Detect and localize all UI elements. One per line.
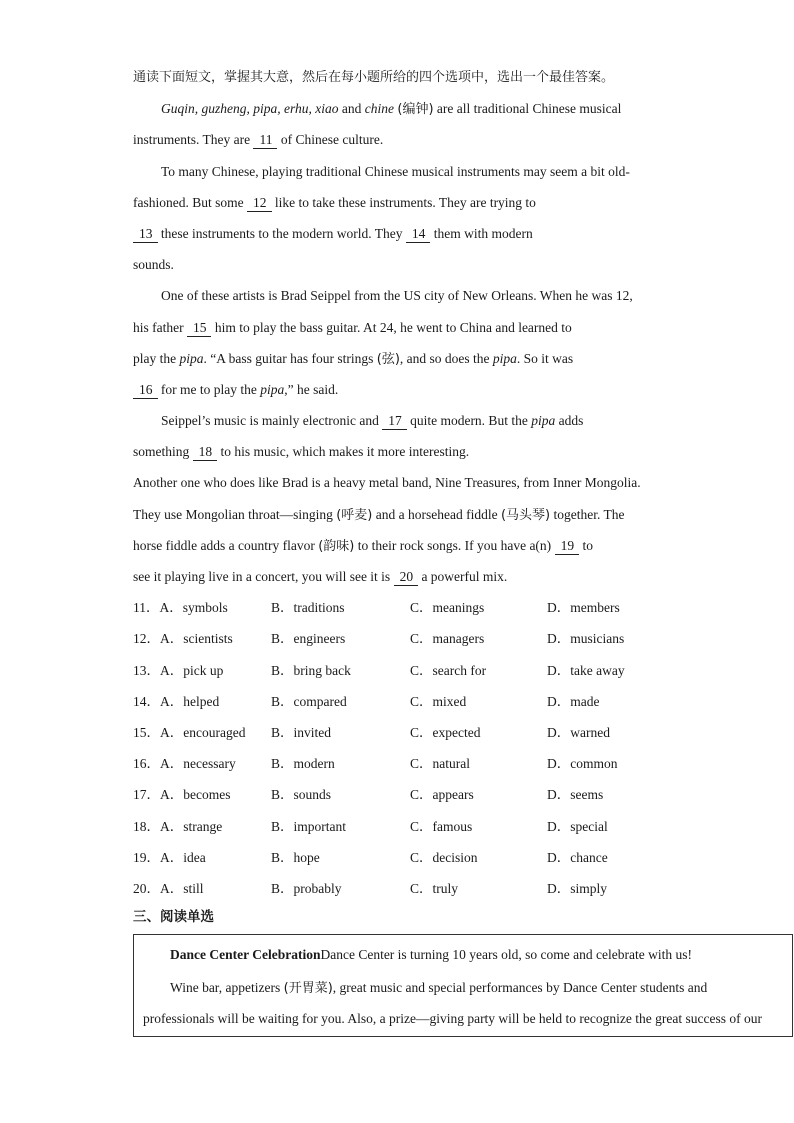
passage-line-14: They use Mongolian throat—singing (呼麦) and a horsehead fiddle (马头琴) together. The [133,506,625,523]
option-b[interactable]: B．modern [271,756,335,772]
option-c[interactable]: C．famous [410,818,473,834]
blank-12: 12 [247,195,272,212]
option-a[interactable]: 14．A．helped [133,693,220,709]
option-a[interactable]: 19．A．idea [133,849,206,865]
box-line-3: professionals will be waiting for you. Also, a prize—giving party will be held to recognize the great success of our [143,1011,762,1026]
blank-18: 18 [193,444,218,461]
option-d[interactable]: D．seems [547,787,604,803]
option-c[interactable]: C．decision [410,849,478,865]
option-a[interactable]: 12．A．scientists [133,631,233,647]
passage-line-1: Guqin, guzheng, pipa, erhu, xiao and chine (编钟) are all traditional Chinese musical [161,101,622,118]
passage-line-16: see it playing live in a concert, you will see it is 20 a powerful mix. [133,569,508,584]
option-a[interactable]: 18．A．strange [133,818,223,834]
question-12-options [133,623,663,654]
blank-16: 16 [133,382,158,399]
option-d[interactable]: D．made [547,693,600,709]
option-c[interactable]: C．meanings [410,600,485,616]
option-c[interactable]: C．search for [410,662,487,678]
blank-19: 19 [555,538,580,555]
option-c[interactable]: C．mixed [410,693,467,709]
passage-line-12: something 18 to his music, which makes it more interesting. [133,444,470,460]
cloze-passage [133,62,663,904]
option-b[interactable]: B．important [271,818,346,834]
option-b[interactable]: B．traditions [271,600,345,616]
box-line-2: Wine bar, appetizers (开胃菜), great music and special performances by Dance Center students and [170,980,708,996]
answer-options [133,592,663,904]
instruction: 通读下面短文，掌握其大意，然后在每小题所给的四个选项中，选出一个最佳答案。 [133,70,615,85]
option-d[interactable]: D．special [547,818,608,834]
reading-passage-box [133,934,793,1037]
question-11-options [133,592,663,623]
option-b[interactable]: B．engineers [271,631,346,647]
passage-line-7: One of these artists is Brad Seippel from the US city of New Orleans. When he was 12, [161,288,633,304]
option-a[interactable]: 16．A．necessary [133,756,236,772]
passage-line-6: sounds. [133,257,174,273]
section-title: 三、阅读单选 [133,909,214,925]
passage-line-11: Seippel’s music is mainly electronic and 17 quite modern. But the pipa adds [161,413,584,429]
option-d[interactable]: D．simply [547,880,608,896]
option-c[interactable]: C．truly [410,880,459,896]
passage-line-13: Another one who does like Brad is a heavy metal band, Nine Treasures, from Inner Mongolia. [133,475,641,491]
question-19-options [133,842,663,873]
blank-13: 13 [133,226,158,243]
option-b[interactable]: B．invited [271,724,331,740]
option-b[interactable]: B．sounds [271,787,332,803]
option-d[interactable]: D．warned [547,724,610,740]
option-d[interactable]: D．musicians [547,631,625,647]
question-15-options [133,717,663,748]
question-17-options [133,779,663,810]
option-d[interactable]: D．chance [547,849,608,865]
option-c[interactable]: C．appears [410,787,474,803]
passage-line-9: play the pipa. “A bass guitar has four strings (弦), and so does the pipa. So it was [133,350,574,367]
box-line-1: Dance Center CelebrationDance Center is turning 10 years old, so come and celebrate with us! [170,947,692,962]
option-c[interactable]: C．managers [410,631,485,647]
option-a[interactable]: 11．A．symbols [133,600,228,616]
question-20-options [133,873,663,904]
passage-line-2: instruments. They are 11 of Chinese culture. [133,132,384,148]
question-18-options [133,811,663,842]
option-b[interactable]: B．probably [271,880,342,896]
blank-17: 17 [382,413,407,430]
option-d[interactable]: D．common [547,756,618,772]
option-b[interactable]: B．compared [271,693,347,709]
blank-14: 14 [406,226,431,243]
option-a[interactable]: 20．A．still [133,880,204,896]
question-16-options [133,748,663,779]
option-c[interactable]: C．natural [410,756,470,772]
option-a[interactable]: 13．A．pick up [133,662,224,678]
passage-line-8: his father 15 him to play the bass guitar. At 24, he went to China and learned to [133,319,572,335]
blank-20: 20 [394,569,419,586]
question-14-options [133,686,663,717]
passage-line-3: To many Chinese, playing traditional Chinese musical instruments may seem a bit old- [161,163,630,179]
blank-15: 15 [187,320,212,337]
option-b[interactable]: B．hope [271,849,320,865]
option-c[interactable]: C．expected [410,724,481,740]
option-a[interactable]: 17．A．becomes [133,787,231,803]
option-b[interactable]: B．bring back [271,662,351,678]
option-a[interactable]: 15．A．encouraged [133,724,246,740]
passage-line-15: horse fiddle adds a country flavor (韵味) to their rock songs. If you have a(n) 19 to [133,537,593,554]
option-d[interactable]: D．take away [547,662,625,678]
passage-line-10: 16 for me to play the pipa,” he said. [133,374,663,405]
passage-line-5: 13 these instruments to the modern world. They 14 them with modern [133,218,663,249]
passage-line-4: fashioned. But some 12 like to take these instruments. They are trying to [133,194,536,210]
option-d[interactable]: D．members [547,600,620,616]
question-13-options [133,655,663,686]
blank-11: 11 [253,132,277,149]
box-title: Dance Center Celebration [170,947,321,962]
